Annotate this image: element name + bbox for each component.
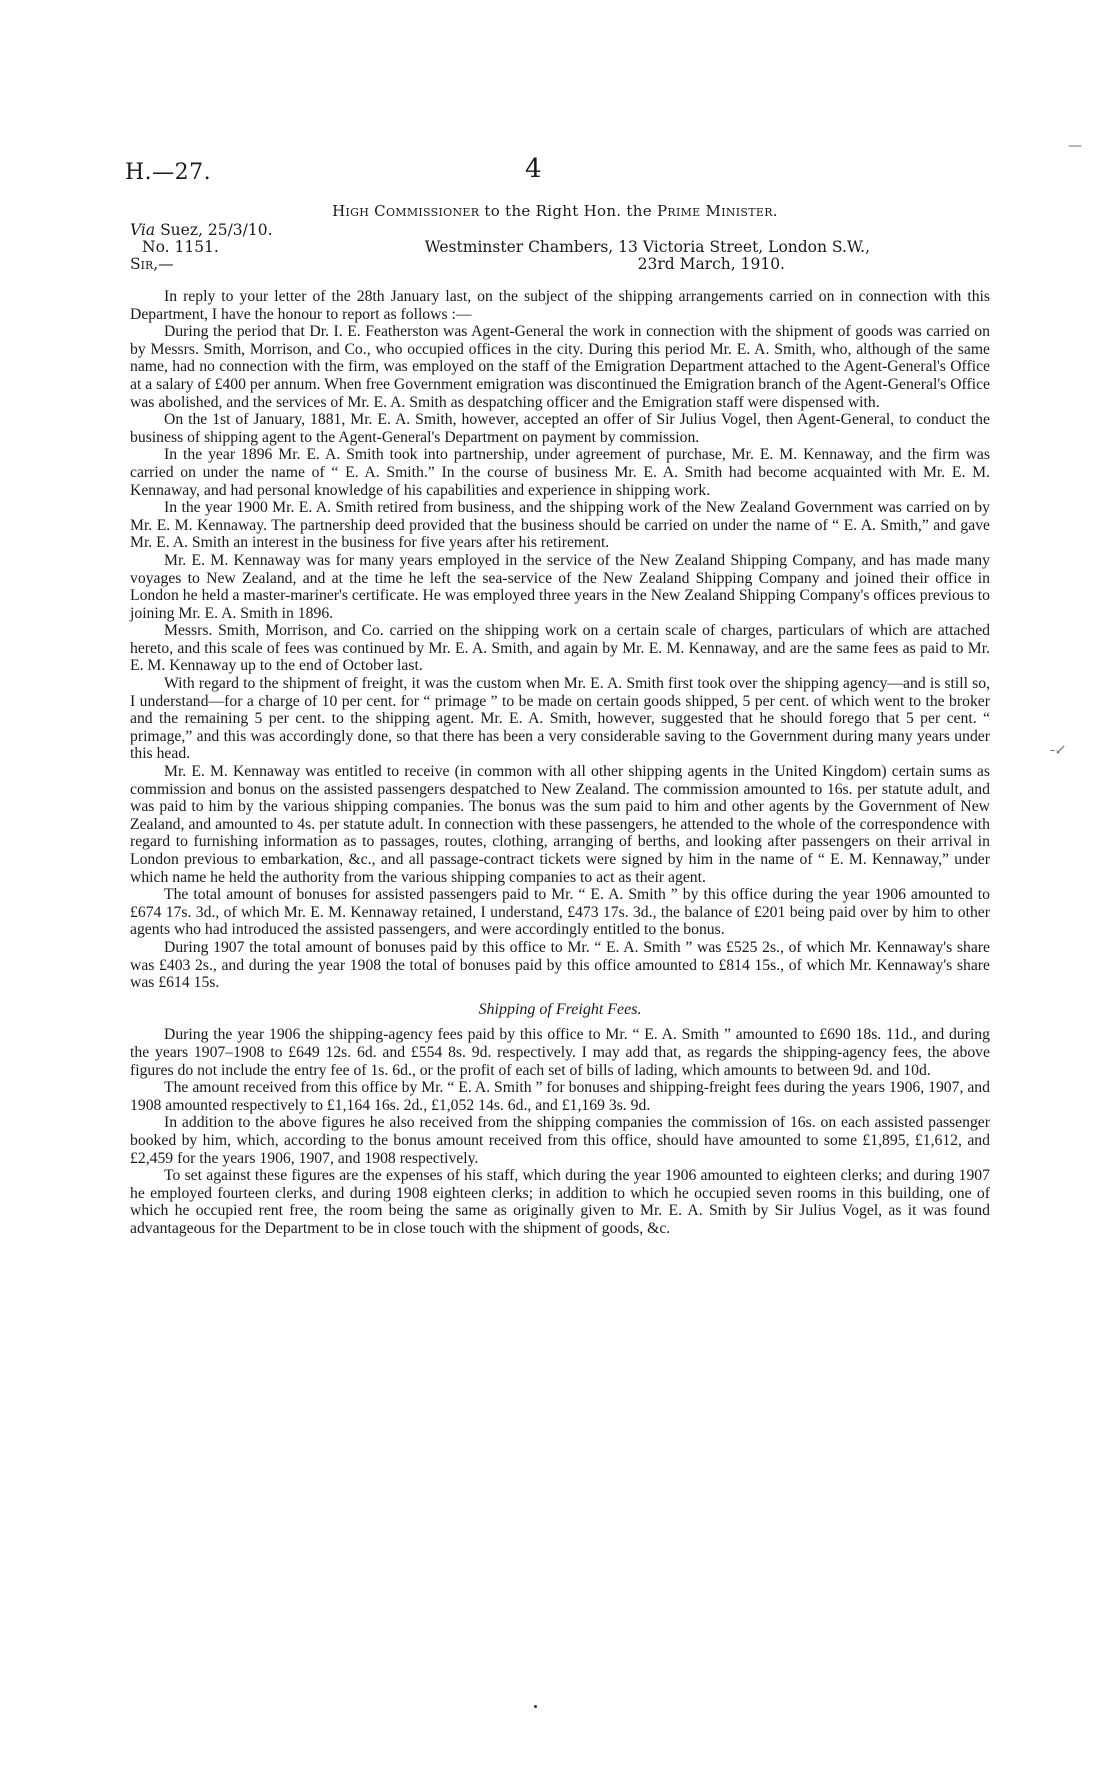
page-header: [125, 154, 995, 190]
paragraph: With regard to the shipment of freight, it was the custom when Mr. E. A. Smith first took over the shipping agency—and is still so, I understand—for a charge of 10 per cent. for “ primage ” to be made on certain goods shipped, 5 per cent. of which went to the broker and the remaining 5 per cent. to the shipping agent. Mr. E. A. Smith, however, suggested that he should forego that 5 per cent. “ primage,” and this was accordingly done, so that there has been a very considerable saving to the Government during many years under this head.: [130, 675, 990, 763]
ink-speck: [534, 1705, 537, 1708]
paragraph: To set against these figures are the expenses of his staff, which during the year 1906 amounted to eighteen clerks; and during 1907 he employed fourteen clerks, and during 1908 eighteen clerks; in addition to which he occupied seven rooms in this building, one of which he occupied rent free, the room being the same as originally given to Mr. E. A. Smith by Sir Julius Vogel, as it was found advantageous for the Department to be in close touch with the shipment of goods, &c.: [130, 1167, 990, 1237]
section-heading: Shipping of Freight Fees.: [478, 1000, 642, 1018]
route-line: [130, 222, 273, 239]
paragraph: The amount received from this office by Mr. “ E. A. Smith ” for bonuses and shipping-freight fees during the years 1906, 1907, and 1908 amounted respectively to £1,164 16s. 2d., £1,052 14s. 6d., and £1,169 3s. 9d.: [130, 1079, 990, 1114]
paragraph: The total amount of bonuses for assisted passengers paid to Mr. “ E. A. Smith ” by this office during the year 1906 amounted to £674 17s. 3d., of which Mr. E. M. Kennaway retained, I understand, £473 17s. 3d., the balance of £201 being paid over by him to other agents who had introduced the assisted passengers, and were accordingly entitled to the bonus.: [130, 886, 990, 939]
letter-date: 23rd March, 1910.: [637, 255, 785, 273]
margin-mark: -↙: [1050, 742, 1067, 758]
route: Suez, 25/3/10.: [160, 221, 273, 239]
paragraphs-group-b: [130, 1026, 990, 1237]
letter-number: No. 1151.: [142, 238, 219, 256]
route-prefix: Via: [130, 221, 156, 239]
page-number: 4: [525, 154, 542, 184]
paragraph: In the year 1896 Mr. E. A. Smith took into partnership, under agreement of purchase, Mr. E. M. Kennaway, and the firm was carried on under the name of “ E. A. Smith.” In the course of business Mr. E. A. Smith had become acquainted with Mr. E. M. Kennaway, and had personal knowledge of his capabilities and experience in shipping work.: [130, 446, 990, 499]
letter-body: [130, 288, 990, 1237]
paragraph: Messrs. Smith, Morrison, and Co. carried on the shipping work on a certain scale of charges, particulars of which are attached hereto, and this scale of fees was continued by Mr. E. A. Smith, and again by Mr. E. M. Kennaway, and are the same fees as paid to Mr. E. M. Kennaway up to the end of October last.: [130, 622, 990, 675]
paragraph: In reply to your letter of the 28th January last, on the subject of the shipping arrangements carried on in connection with this Department, I have the honour to report as follows :—: [130, 288, 990, 323]
paragraph: In the year 1900 Mr. E. A. Smith retired from business, and the shipping work of the New Zealand Government was carried on by Mr. E. M. Kennaway. The partnership deed provided that the business should be carried on under the name of “ E. A. Smith,” and gave Mr. E. A. Smith an interest in the business for five years after his retirement.: [130, 499, 990, 552]
title-middle: to the Right Hon. the: [484, 202, 652, 220]
document-reference: H.—27.: [125, 160, 212, 185]
paragraph: Mr. E. M. Kennaway was entitled to receive (in common with all other shipping agents in the United Kingdom) certain sums as commission and bonus on the assisted passengers despatched to New Zealand. The commission amounted to 16s. per statute adult, and was paid to him by the various shipping companies. The bonus was the sum paid to him and other agents by the Government of New Zealand, and amounted to 4s. per statute adult. In connection with these passengers, he attended to the whole of the correspondence with regard to furnishing information as to passages, routes, clothing, arranging of berths, and looking after passengers on their arrival in London previous to embarkation, &c., and all passage-contract tickets were signed by him in the name of “ E. M. Kennaway,” under which name he held the authority from the various shipping companies to act as their agent.: [130, 763, 990, 886]
margin-mark: —: [1068, 138, 1082, 154]
paragraph: In addition to the above figures he also received from the shipping companies the commission of 16s. on each assisted passenger booked by him, which, according to the bonus amount received from this office, should have amounted to some £1,895, £1,612, and £2,459 for the years 1906, 1907, and 1908 respectively.: [130, 1114, 990, 1167]
sender-address: Westminster Chambers, 13 Victoria Street, London S.W.,: [424, 238, 870, 256]
letter-title: [130, 202, 980, 220]
title-to: Prime Minister.: [656, 202, 778, 220]
paragraph: During the year 1906 the shipping-agency fees paid by this office to Mr. “ E. A. Smith ” amounted to £690 18s. 11d., and during the years 1907–1908 to £649 12s. 6d. and £554 8s. 9d. respectively. I may add that, as regards the shipping-agency fees, the above figures do not include the entry fee of 1s. 6d., or the profit of each set of bills of lading, which amounts to between 9d. and 10d.: [130, 1026, 990, 1079]
salutation: Sir,—: [130, 255, 174, 273]
paragraph: During 1907 the total amount of bonuses paid by this office to Mr. “ E. A. Smith ” was £525 2s., of which Mr. Kennaway's share was £403 2s., and during the year 1908 the total of bonuses paid by this office amounted to £814 15s., of which Mr. Kennaway's share was £614 15s.: [130, 938, 990, 992]
paragraph: On the 1st of January, 1881, Mr. E. A. Smith, however, accepted an offer of Sir Julius Vogel, then Agent-General, to conduct the business of shipping agent to the Agent-General's Department on payment by commission.: [130, 411, 990, 446]
paragraph: During the period that Dr. I. E. Featherston was Agent-General the work in connection with the shipment of goods was carried on by Messrs. Smith, Morrison, and Co., who occupied offices in the city. During this period Mr. E. A. Smith, who, although of the same name, had no connection with the firm, was employed on the staff of the Emigration Department attached to the Agent-General's Office at a salary of £400 per annum. When free Government emigration was discontinued the Emigration branch of the Agent-General's Office was abolished, and the services of Mr. E. A. Smith as despatching officer and the Emigration staff were dispensed with.: [130, 323, 990, 411]
paragraph: Mr. E. M. Kennaway was for many years employed in the service of the New Zealand Shipping Company, and has made many voyages to New Zealand, and at the time he left the sea-service of the New Zealand Shipping Company and joined their office in London he held a master-mariner's certificate. He was employed three years in the New Zealand Shipping Company's offices previous to joining Mr. E. A. Smith in 1896.: [130, 551, 990, 622]
paragraphs-group-a: [130, 288, 990, 992]
title-from: High Commissioner: [332, 202, 480, 220]
